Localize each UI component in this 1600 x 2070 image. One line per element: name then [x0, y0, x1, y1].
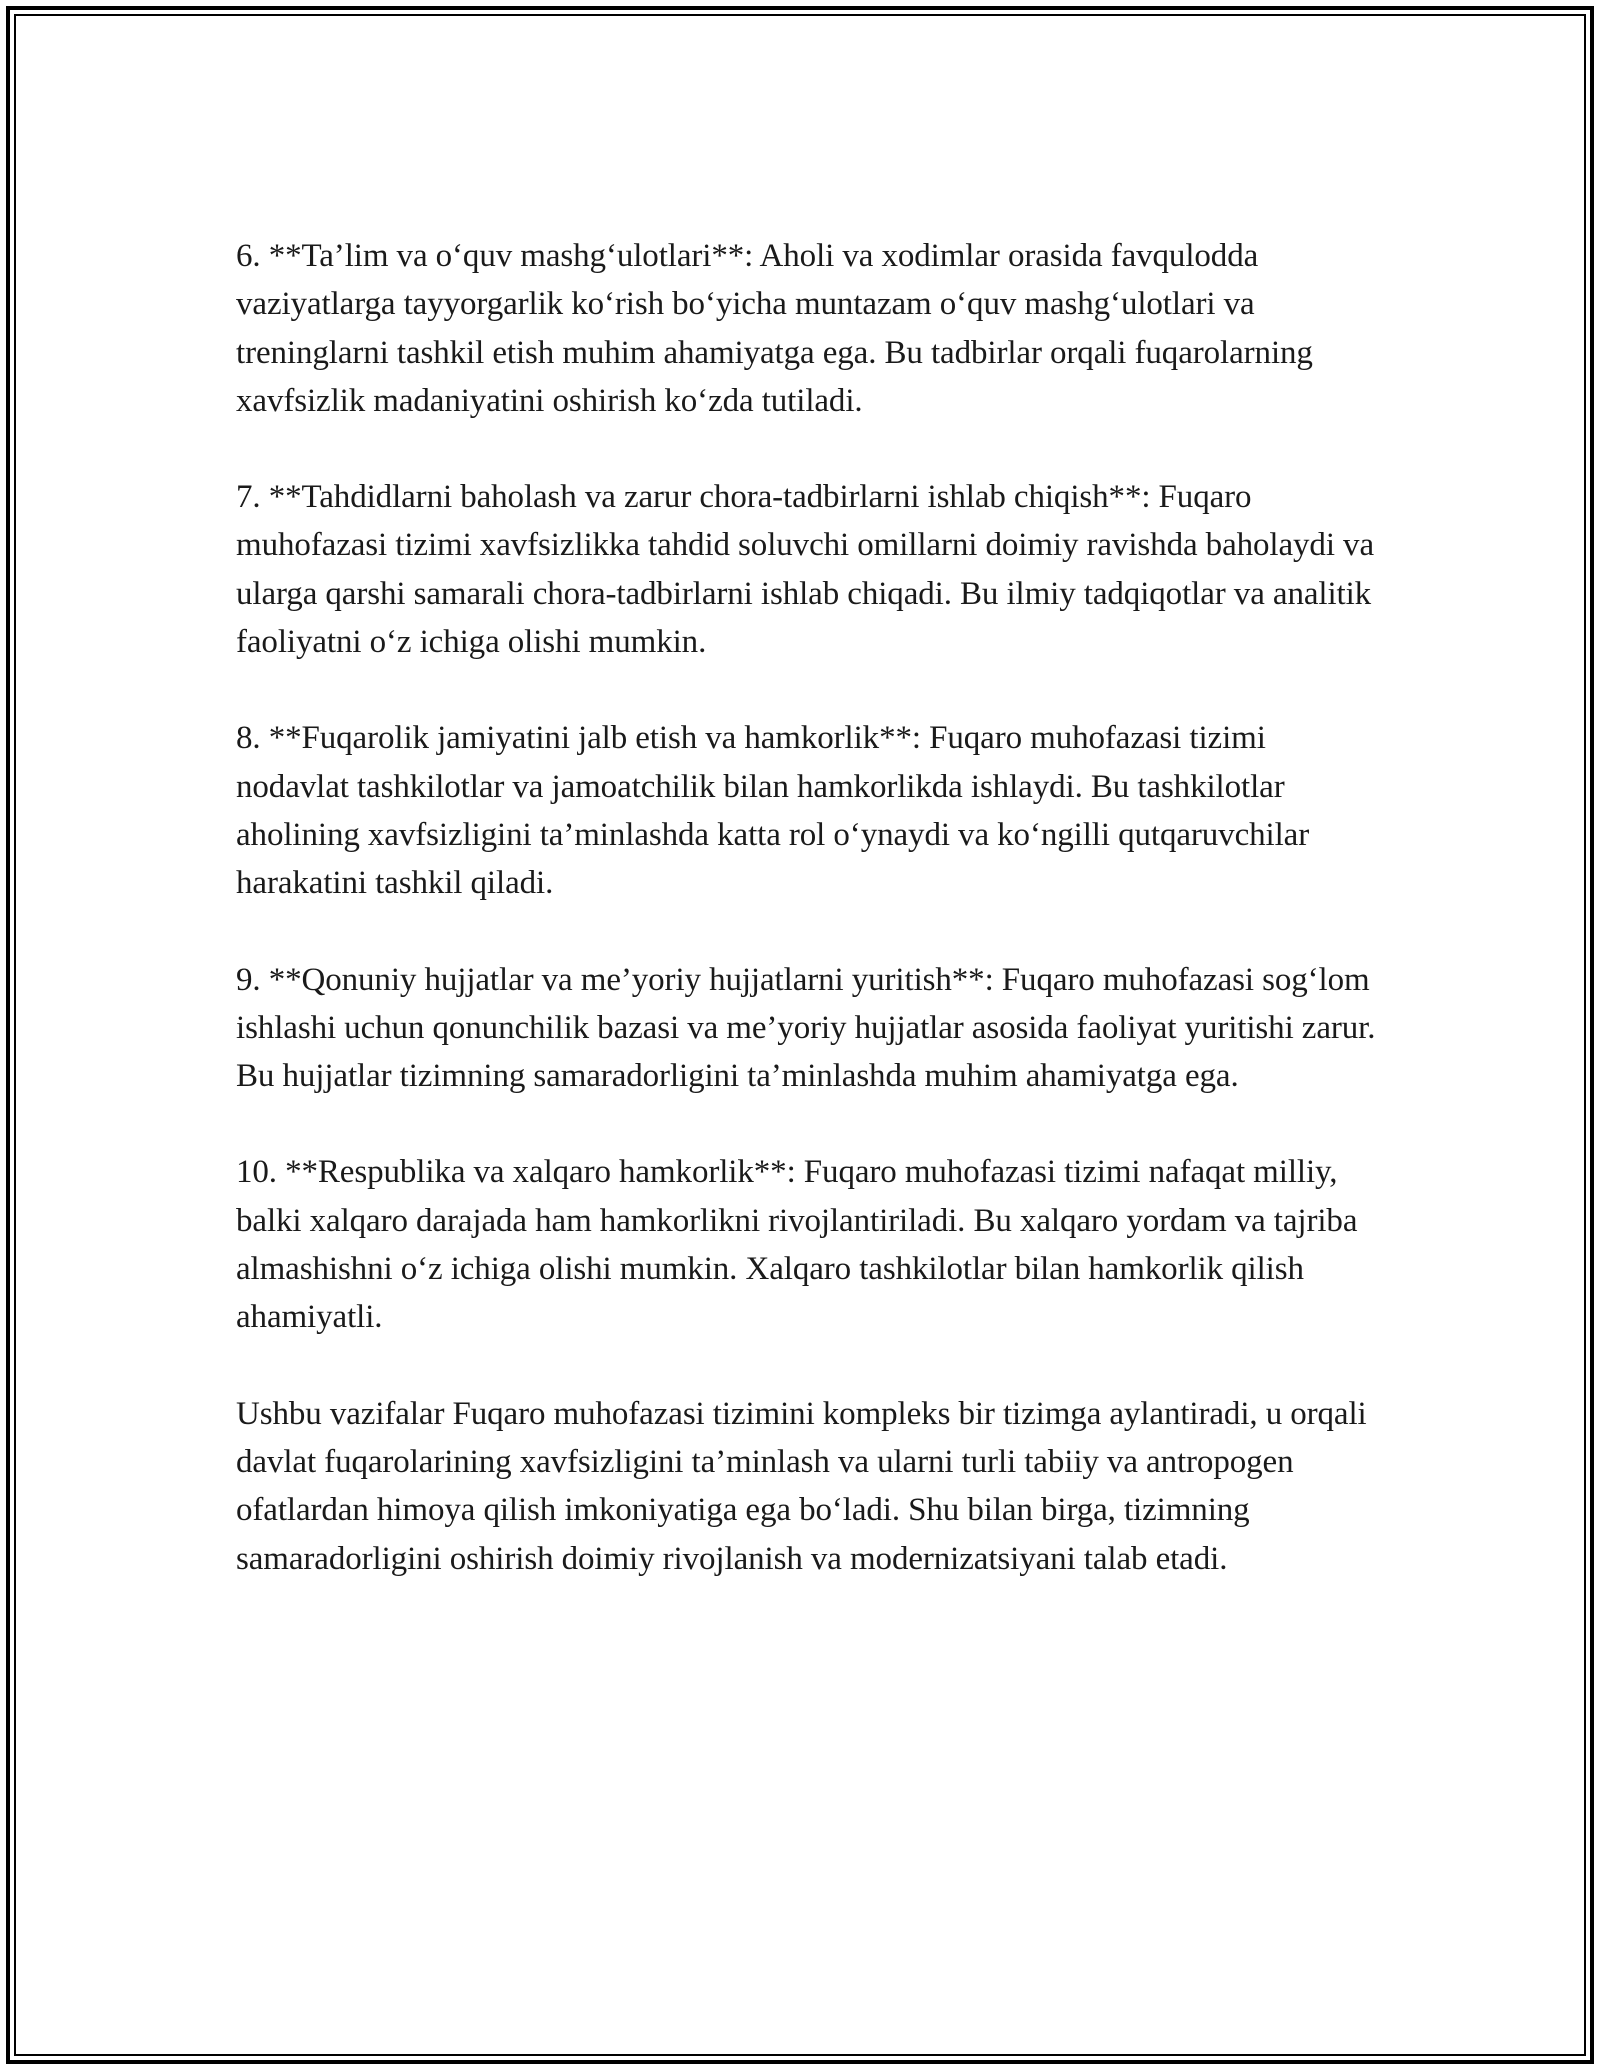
paragraph-item-6: 6. **Ta’lim va o‘quv mashg‘ulotlari**: Aholi va xodimlar orasida favqulodda vaziyatlarga tayyorgarlik ko‘rish bo‘yicha muntazam o‘quv mashg‘ulotlari va treninglarni tashkil etish muhim ahamiyatga ega. Bu tadbirlar orqali fuqarolarning xavfsizlik madaniyatini oshirish ko‘zda tutiladi. — [236, 238, 1313, 419]
paragraph-item-7: 7. **Tahdidlarni baholash va zarur chora-tadbirlarni ishlab chiqish**: Fuqaro muhofazasi tizimi xavfsizlikka tahdid soluvchi omillarni doimiy ravishda baholaydi va ularga qarshi samarali chora-tadbirlarni ishlab chiqadi. Bu ilmiy tadqiqotlar va analitik faoliyatni o‘z ichiga olishi mumkin. — [236, 479, 1374, 661]
paragraph-item-9: 9. **Qonuniy hujjatlar va me’yoriy hujjatlarni yuritish**: Fuqaro muhofazasi sog‘lom ishlashi uchun qonunchilik bazasi va me’yoriy hujjatlar asosida faoliyat yuritishi zarur. Bu hujjatlar tizimning samaradorligini ta’minlashda muhim ahamiyatga ega. — [236, 961, 1376, 1095]
paragraph-conclusion: Ushbu vazifalar Fuqaro muhofazasi tizimini kompleks bir tizimga aylantiradi, u orqali davlat fuqarolarining xavfsizligini ta’minlash va ularni turli tabiiy va antropogen ofatlardan himoya qilish imkoniyatiga ega bo‘ladi. Shu bilan birga, tizimning samaradorligini oshirish doimiy rivojlanish va modernizatsiyani talab etadi. — [236, 1395, 1367, 1577]
paragraph-item-10: 10. **Respublika va xalqaro hamkorlik**: Fuqaro muhofazasi tizimi nafaqat milliy, balki xalqaro darajada ham hamkorlikni rivojlantiriladi. Bu xalqaro yordam va tajriba almashishni o‘z ichiga olishi mumkin. Xalqaro tashkilotlar bilan hamkorlik qilish ahamiyatli. — [236, 1154, 1358, 1336]
document-body — [236, 232, 1376, 1631]
paragraph-item-8: 8. **Fuqarolik jamiyatini jalb etish va hamkorlik**: Fuqaro muhofazasi tizimi nodavlat tashkilotlar va jamoatchilik bilan hamkorlikda ishlaydi. Bu tashkilotlar aholining xavfsizligini ta’minlashda katta rol o‘ynaydi va ko‘ngilli qutqaruvchilar harakatini tashkil qiladi. — [236, 720, 1310, 902]
